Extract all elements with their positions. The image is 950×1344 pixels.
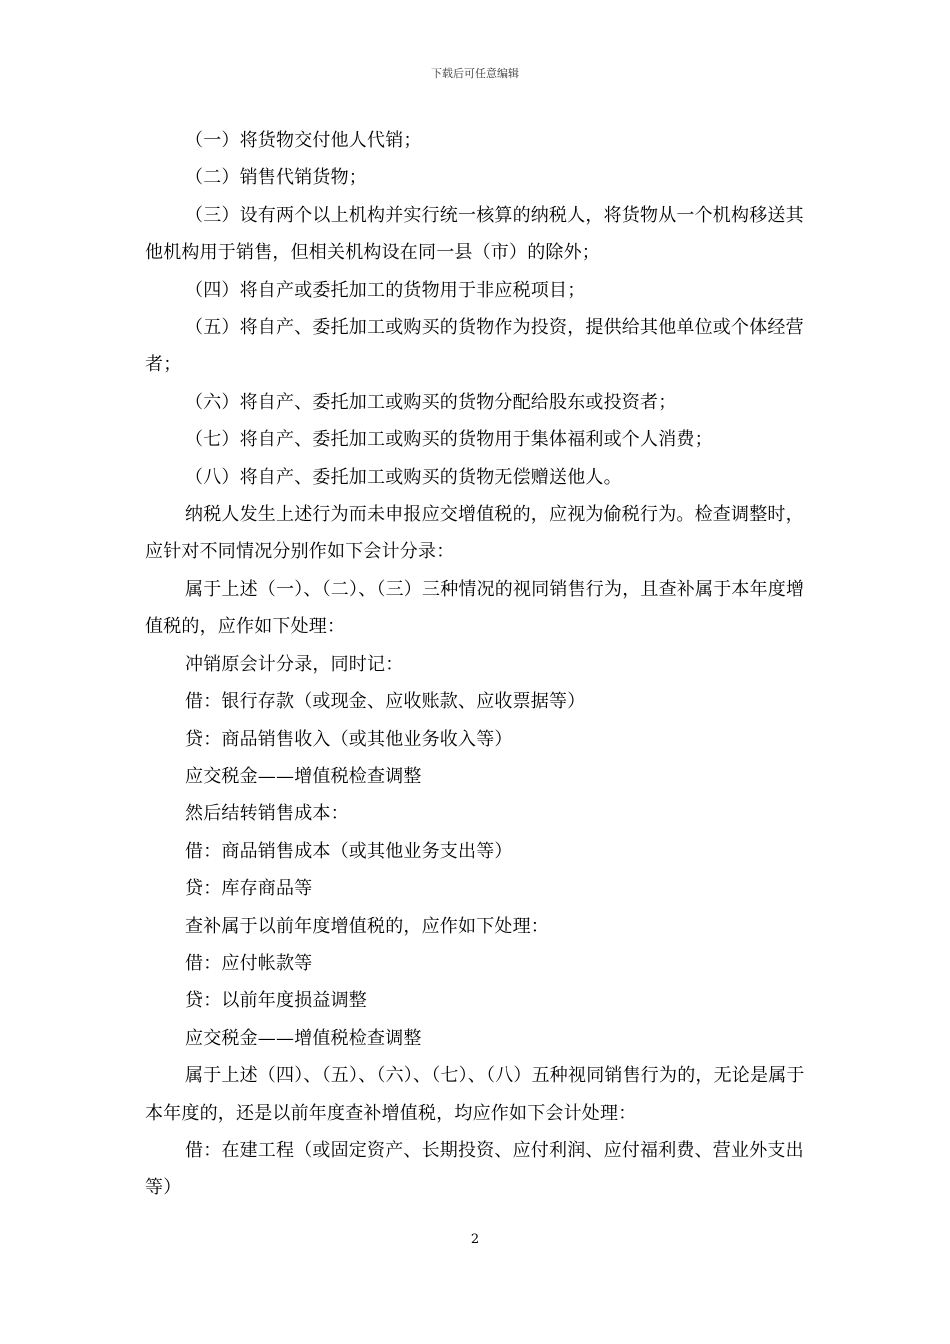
paragraph-1: （一）将货物交付他人代销；	[185, 130, 422, 151]
paragraph-16: 借：商品销售成本（或其他业务支出等）	[185, 840, 513, 862]
paragraph-8: （八）将自产、委托加工或购买的货物无偿赠送他人。	[185, 466, 622, 488]
paragraph-15: 然后结转销售成本：	[185, 803, 349, 825]
paragraph-4: （四）将自产或委托加工的货物用于非应税项目；	[185, 279, 586, 301]
page-header: 下载后可任意编辑	[431, 67, 519, 80]
page-number: 2	[470, 1232, 480, 1247]
paragraph-12: 借：银行存款（或现金、应收账款、应收票据等）	[185, 691, 586, 713]
paragraph-2: （二）销售代销货物；	[185, 167, 367, 189]
paragraph-20: 贷：以前年度损益调整	[185, 990, 367, 1012]
paragraph-14: 应交税金——增值税检查调整	[185, 765, 422, 787]
paragraph-18: 查补属于以前年度增值税的，应作如下处理：	[185, 915, 549, 937]
paragraph-11: 冲销原会计分录，同时记：	[185, 653, 404, 675]
paragraph-23: 借：在建工程（或固定资产、长期投资、应付利润、应付福利费、营业外支出等）	[145, 1139, 804, 1199]
paragraph-22: 属于上述（四）、（五）、（六）、（七）、（八）五种视同销售行为的，无论是属于本年度的，还是以前年度查补增值税，均应作如下会计处理：	[145, 1065, 805, 1124]
paragraph-10: 属于上述（一）、（二）、（三）三种情况的视同销售行为，且查补属于本年度增值税的，应作如下处理：	[145, 578, 805, 638]
paragraph-19: 借：应付帐款等	[185, 952, 313, 974]
paragraph-9: 纳税人发生上述行为而未申报应交增值税的，应视为偷税行为。检查调整时，应针对不同情况分别作如下会计分录：	[145, 504, 804, 563]
paragraph-7: （七）将自产、委托加工或购买的货物用于集体福利或个人消费；	[185, 429, 713, 451]
paragraph-3: （三）设有两个以上机构并实行统一核算的纳税人，将货物从一个机构移送其他机构用于销售，但相关机构设在同一县（市）的除外；	[145, 204, 804, 264]
paragraph-6: （六）将自产、委托加工或购买的货物分配给股东或投资者；	[185, 391, 677, 413]
paragraph-17: 贷：库存商品等	[185, 878, 313, 900]
paragraph-13: 贷：商品销售收入（或其他业务收入等）	[185, 728, 513, 750]
paragraph-5: （五）将自产、委托加工或购买的货物作为投资，提供给其他单位或个体经营者；	[145, 317, 804, 376]
document-body	[145, 122, 809, 1207]
paragraph-21: 应交税金——增值税检查调整	[185, 1027, 422, 1049]
